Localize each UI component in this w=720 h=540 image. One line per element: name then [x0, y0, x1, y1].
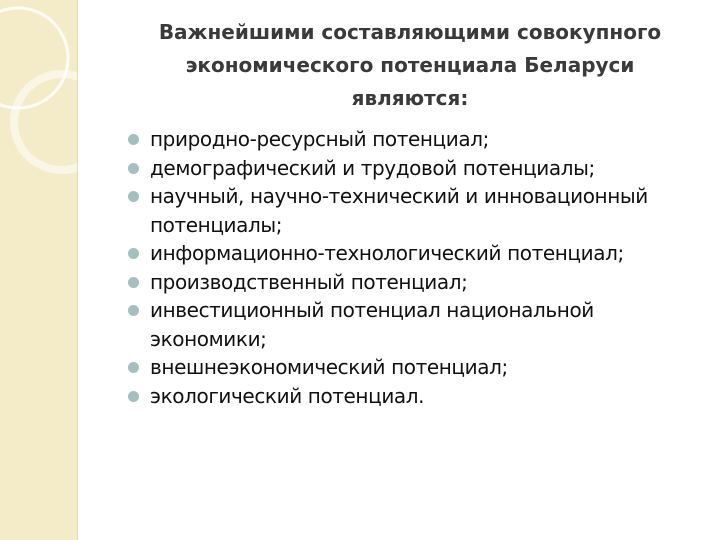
bullet-text: инвестиционный потенциал национальной экономики; — [150, 298, 594, 351]
decorative-circles — [0, 0, 78, 540]
bullet-item — [126, 182, 716, 239]
bullet-dot-icon — [128, 191, 139, 202]
bullet-text: производственный потенциал; — [150, 269, 468, 294]
bullet-item — [126, 296, 716, 353]
bullet-text: научный, научно-технический и инновационный потенциалы; — [150, 184, 648, 237]
bullet-dot-icon — [128, 248, 139, 259]
bullet-item — [126, 125, 716, 154]
slide-title: Важнейшими составляющими совокупного экономического потенциала Беларуси являются: — [158, 20, 662, 110]
bullet-text: внешнеэкономический потенциал; — [150, 355, 508, 379]
bullet-dot-icon — [128, 163, 139, 174]
bullet-dot-icon — [128, 134, 139, 145]
bullet-dot-icon — [128, 277, 139, 288]
bullet-item — [126, 268, 716, 297]
bullet-dot-icon — [128, 391, 139, 402]
bullet-dot-icon — [128, 305, 139, 316]
bullet-text: экологический потенциал. — [150, 383, 425, 408]
bullet-text: природно-ресурсный потенциал; — [150, 127, 489, 151]
bullet-text: демографический и трудовой потенциалы; — [150, 155, 595, 180]
decorative-sidebar — [0, 0, 78, 540]
bullet-item — [126, 382, 716, 411]
bullet-item — [126, 239, 716, 268]
bullet-dot-icon — [128, 362, 139, 373]
bullet-item — [126, 353, 716, 382]
bullet-list — [126, 125, 716, 410]
bullet-text: информационно-технологический потенциал; — [150, 241, 624, 265]
bullet-item — [126, 154, 716, 183]
